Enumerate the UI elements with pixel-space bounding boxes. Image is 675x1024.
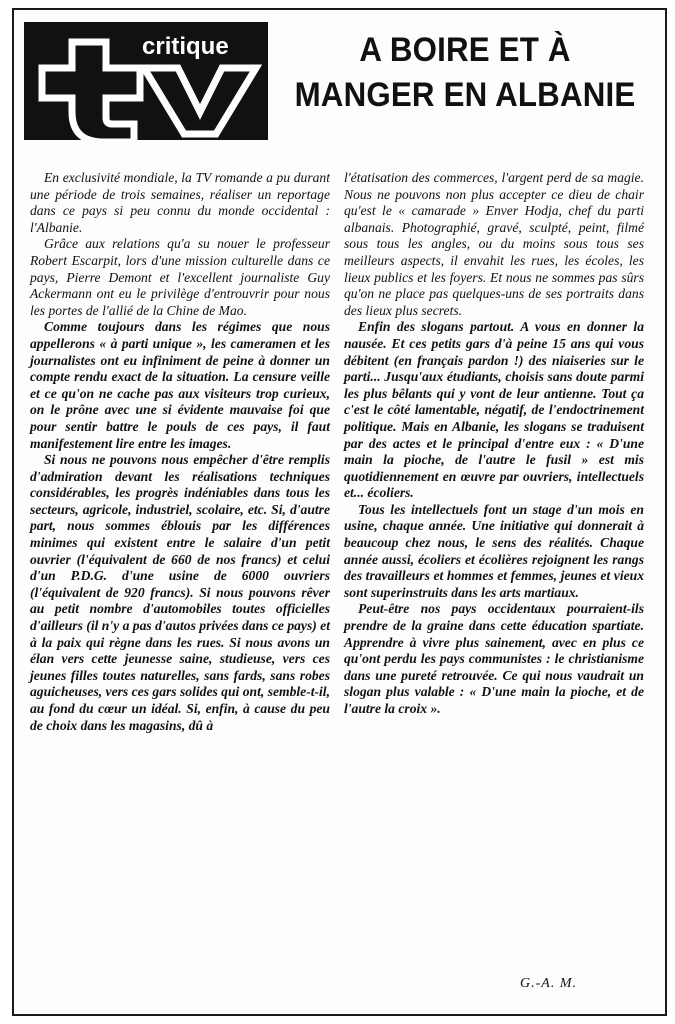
- article-column-right: [344, 170, 644, 718]
- paragraph: Enfin des slogans partout. A vous en donner la nausée. Et ces petits gars d'à peine 15 ans qui vous débitent (en français pardon !) des niaiseries sur le parti... Jusqu'aux étudiants, choisis sans doute parmi les plus bêlants qui y vont de leur antienne. Tout ça c'est le côté lamentable, négatif, de l'endoctrinement politique. Mais en Albanie, les slogans se traduisent par des actes et le principal d'entre eux : « D'une main la pioche, de l'autre le fusil » est mis quotidiennement en œuvre par ouvriers, intellectuels et... écoliers.: [344, 319, 644, 501]
- article-headline: [291, 28, 639, 118]
- paragraph: En exclusivité mondiale, la TV romande a pu durant une période de trois semaines, réaliser un reportage dans ce pays si peu connu du monde occidental : l'Albanie.: [30, 170, 330, 235]
- paragraph: Grâce aux relations qu'a su nouer le professeur Robert Escarpit, lors d'une mission culturelle dans ce pays, Pierre Demont et l'excellent journaliste Guy Ackermann ont eu le privilège d'entrouvrir pour nous les portes de l'allié de la Chine de Mao.: [30, 236, 330, 318]
- article-column-left: [30, 170, 330, 734]
- headline-line-1: A BOIRE ET À: [359, 31, 571, 69]
- headline-line-2: MANGER EN ALBANIE: [294, 76, 636, 114]
- paragraph: l'étatisation des commerces, l'argent perd de sa magie. Nous ne pouvons non plus accepter ce dieu de chair qu'est le « camarade » Enver Hodja, chef du parti albanais. Photographié, gravé, sculpté, peint, filmé sous tous les angles, ou du moins sous tous ses meilleurs aspects, il envahit les rues, les écoles, les lieux publics et les foyers. Et nous ne sommes pas sûrs qu'on ne place pas quelques-uns de ses portraits dans des lieux plus secrets.: [344, 170, 644, 318]
- author-signature: G.-A. M.: [520, 976, 577, 991]
- paragraph: Peut-être nos pays occidentaux pourraient-ils prendre de la graine dans cette éducation spartiate. Apprendre à vivre plus sainement, avec en plus ce qu'ont perdu les pays communistes : le christianisme dans une pureté retrouvée. Ce qui nous vaudrait un slogan plus valable : « D'une main la pioche, et de l'autre la croix ».: [344, 601, 644, 716]
- logo-label: critique: [142, 33, 229, 60]
- paragraph: Si nous ne pouvons nous empêcher d'être remplis d'admiration devant les réalisations techniques considérables, les progrès indéniables dans tous les secteurs, agricole, industriel, scolaire, etc. Si, d'autre part, nous sommes éblouis par les différences minimes qui existent entre le salaire d'un petit ouvrier (l'équivalent de 660 de nos francs) et celui d'un P.D.G. d'une usine de 6000 ouvriers (l'équivalent de 920 francs). Si nous pouvons rêver au petit nombre d'automobiles toutes officielles d'ailleurs (il n'y a pas d'autos privées dans ce pays) et à la paix qui règne dans les rues. Si nous avons un élan vers cette jeunesse saine, studieuse, vers ces jeunes filles toutes naturelles, sans fards, sans robes aguicheuses, vers ces gars solides qui ont, semble-t-il, au fond du cœur un idéal. Si, enfin, à cause du peu de choix dans les magasins, dû à: [30, 452, 330, 733]
- critique-tv-logo: [24, 22, 268, 140]
- paragraph: Tous les intellectuels font un stage d'un mois en usine, chaque année. Une initiative qui donnerait à beaucoup chez nous, le sens des réalités. Chaque année aussi, écoliers et écolières rejoignent les rangs des travailleurs et hommes et femmes, jeunes et vieux sont superinstruits dans les arts martiaux.: [344, 501, 644, 600]
- paragraph: Comme toujours dans les régimes que nous appellerons « à parti unique », les cameramen et les journalistes ont eu infiniment de peine à donner un compte rendu exact de la situation. La censure veille et ce qu'on ne cache pas aux visiteurs trop curieux, on le prône avec une si évidente mauvaise foi que pour sentir battre le pouls de ces pays, il faut manifestement lire entre les images.: [30, 319, 330, 451]
